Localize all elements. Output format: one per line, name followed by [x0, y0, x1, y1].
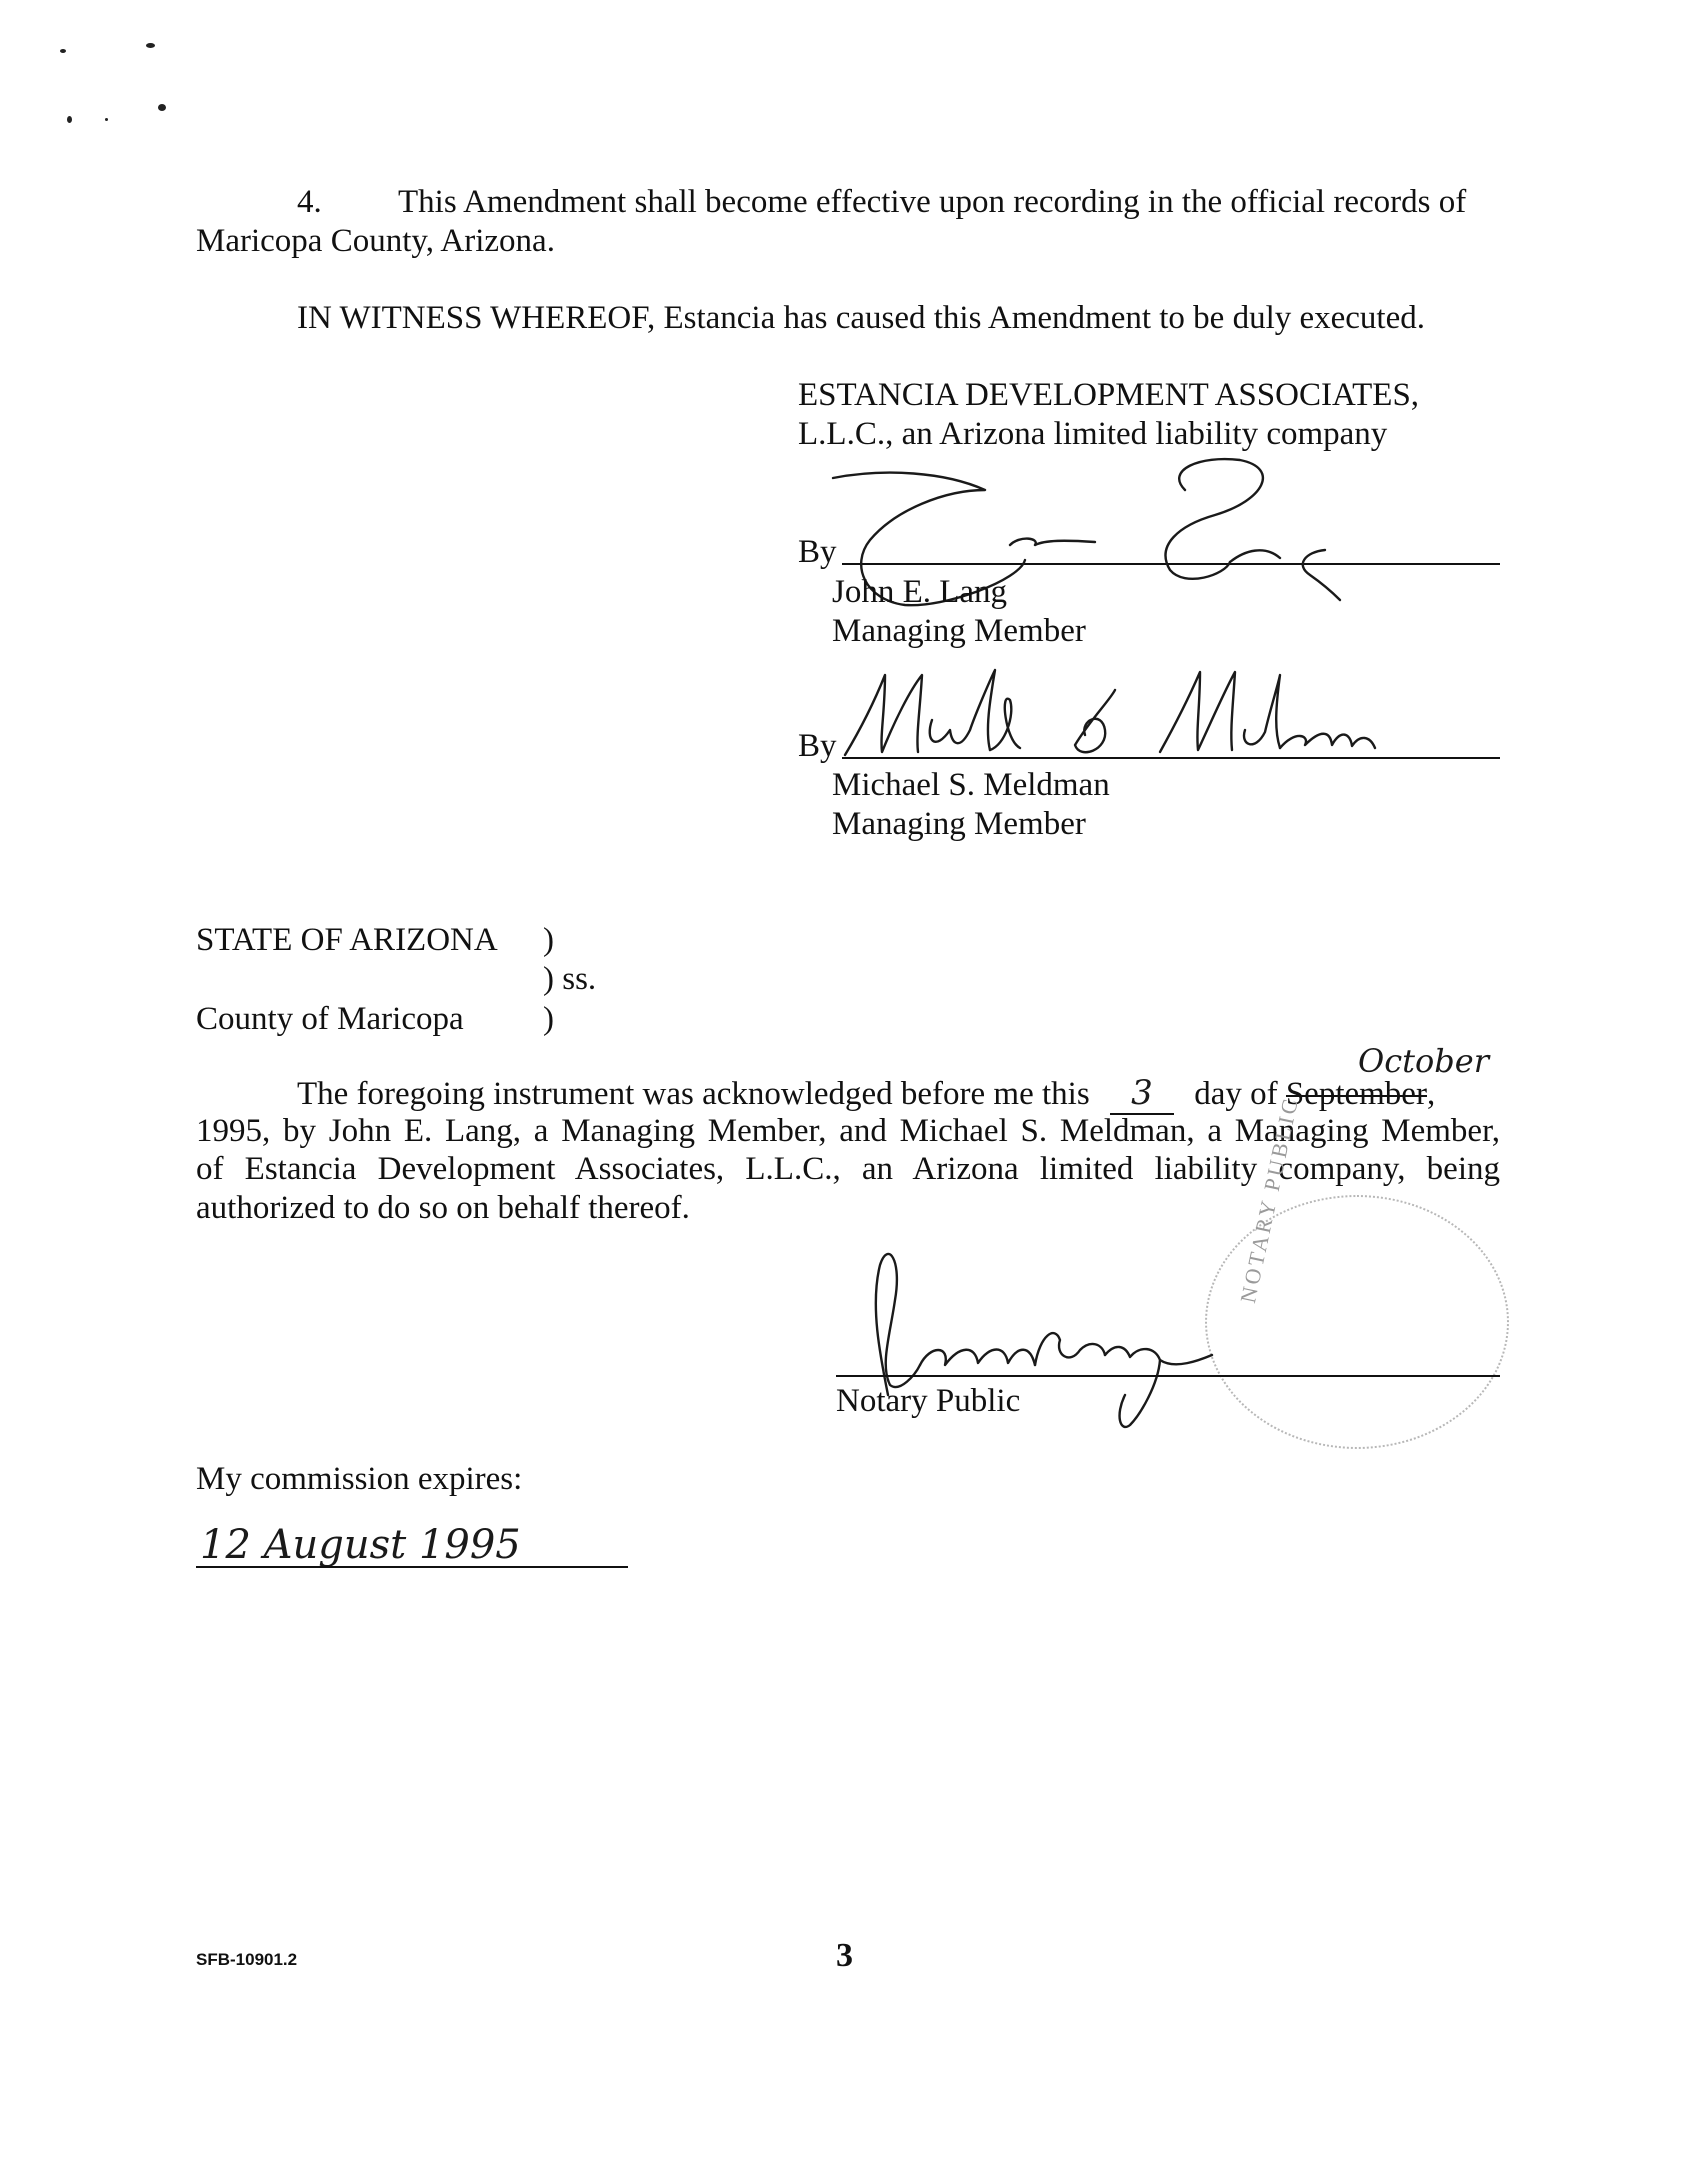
witness-clause: IN WITNESS WHEREOF, Estancia has caused this Amendment to be duly executed. [297, 300, 1425, 336]
signer-title: Managing Member [832, 806, 1086, 842]
scan-speck [60, 49, 66, 53]
acknowledgment-line-4: authorized to do so on behalf thereof. [196, 1190, 690, 1226]
company-description: L.L.C., an Arizona limited liability company [798, 416, 1388, 452]
by-label: By [798, 534, 837, 570]
commission-label: My commission expires: [196, 1461, 523, 1497]
acknowledgment-line-1: The foregoing instrument was acknowledged before me this 3 day of September, [297, 1073, 1436, 1113]
venue-paren: ) [543, 1001, 554, 1037]
scan-speck [67, 116, 72, 123]
handwritten-month: October [1358, 1042, 1489, 1080]
handwritten-day: 3 [1131, 1073, 1153, 1113]
venue-ss: ) ss. [543, 961, 597, 997]
page-number: 3 [836, 1937, 853, 1974]
document-code: SFB-10901.2 [196, 1950, 298, 1969]
acknowledgment-line-3: of Estancia Development Associates, L.L.C., an Arizona limited liability company, being [196, 1151, 1500, 1187]
scan-speck [146, 43, 155, 48]
day-of-label: day of [1194, 1076, 1278, 1112]
signer-title: Managing Member [832, 613, 1086, 649]
struck-month: September [1285, 1076, 1427, 1112]
paragraph-number: 4. [297, 184, 322, 220]
acknowledgment-lead: The foregoing instrument was acknowledged before me this [297, 1076, 1090, 1112]
scan-speck [105, 118, 108, 121]
notary-signature-line [836, 1375, 1500, 1377]
commission-date-line [196, 1566, 628, 1568]
notary-seal-text: NOTARY PUBLIC [1235, 1093, 1304, 1306]
paragraph-4-line-1: This Amendment shall become effective upon recording in the official records of [398, 184, 1467, 220]
company-name: ESTANCIA DEVELOPMENT ASSOCIATES, [798, 377, 1420, 413]
venue-county: County of Maricopa [196, 1001, 464, 1037]
signer-name: Michael S. Meldman [832, 767, 1110, 803]
venue-state: STATE OF ARIZONA [196, 922, 498, 958]
scan-speck [158, 104, 166, 111]
venue-paren: ) [543, 922, 554, 958]
paragraph-4-line-2: Maricopa County, Arizona. [196, 223, 555, 259]
notary-label: Notary Public [836, 1383, 1021, 1419]
acknowledgment-line-2: 1995, by John E. Lang, a Managing Member, and Michael S. Meldman, a Managing Member, [196, 1113, 1500, 1149]
by-label: By [798, 728, 837, 764]
commission-date: 12 August 1995 [200, 1522, 521, 1568]
signer-name: John E. Lang [832, 574, 1008, 610]
